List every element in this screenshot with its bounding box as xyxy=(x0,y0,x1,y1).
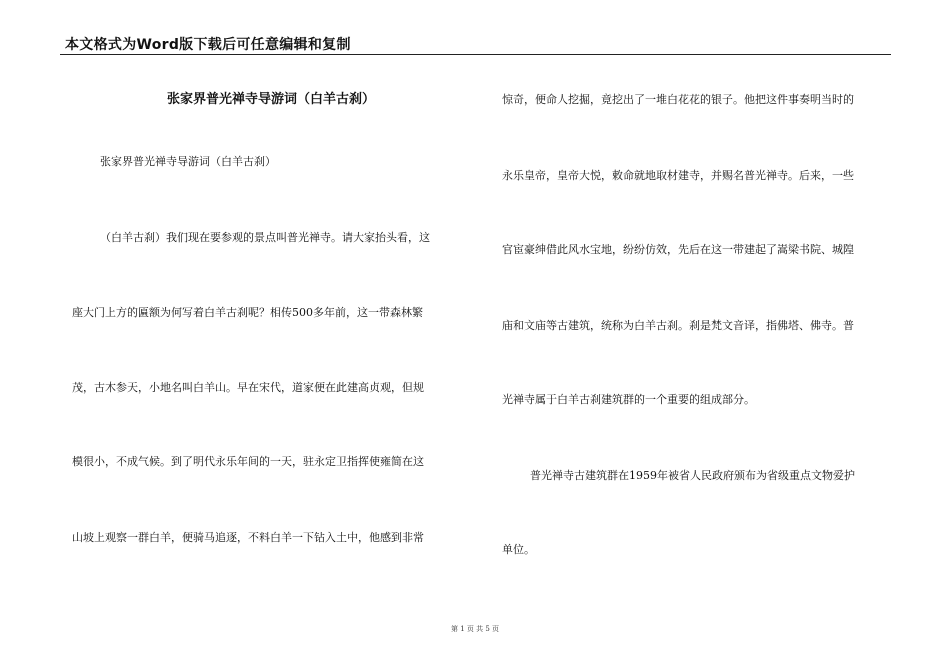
text-line: 座大门上方的匾额为何写着白羊古刹呢？相传500多年前，这一带森林繁 xyxy=(72,306,423,319)
text-line: 张家界普光禅寺导游词（白羊古刹） xyxy=(100,155,276,168)
header-title: 本文格式为Word版下载后可任意编辑和复制 xyxy=(65,37,351,53)
document-title: 张家界普光禅寺导游词（白羊古刹） xyxy=(166,92,375,107)
text-line: 茂，古木参天，小地名叫白羊山。早在宋代，道家便在此建高贞观，但规 xyxy=(72,381,424,394)
text-line: 普光禅寺古建筑群在1959年被省人民政府颁布为省级重点文物爱护 xyxy=(530,469,855,482)
text-line: 官宦豪绅借此风水宝地，纷纷仿效，先后在这一带建起了嵩梁书院、城隍 xyxy=(502,243,854,256)
text-line: 光禅寺属于白羊古刹建筑群的一个重要的组成部分。 xyxy=(502,393,755,406)
text-line: 模很小，不成气候。到了明代永乐年间的一天，驻永定卫指挥使雍简在这 xyxy=(72,455,424,468)
text-line: 庙和文庙等古建筑，统称为白羊古刹。刹是梵文音译，指佛塔、佛寺。普 xyxy=(502,319,854,332)
text-line: 惊奇，便命人挖掘，竟挖出了一堆白花花的银子。他把这件事奏明当时的 xyxy=(502,93,854,106)
page-number: 第 1 页 共 5 页 xyxy=(450,625,500,633)
header-divider xyxy=(60,54,891,55)
text-line: 山坡上观察一群白羊，便骑马追逐，不料白羊一下钻入土中，他感到非常 xyxy=(72,531,424,544)
text-line: 永乐皇帝，皇帝大悦，敕命就地取材建寺，并赐名普光禅寺。后来，一些 xyxy=(502,169,854,182)
text-line: 单位。 xyxy=(502,543,535,556)
text-line: （白羊古刹）我们现在要参观的景点叫普光禅寺。请大家抬头看，这 xyxy=(100,231,430,244)
